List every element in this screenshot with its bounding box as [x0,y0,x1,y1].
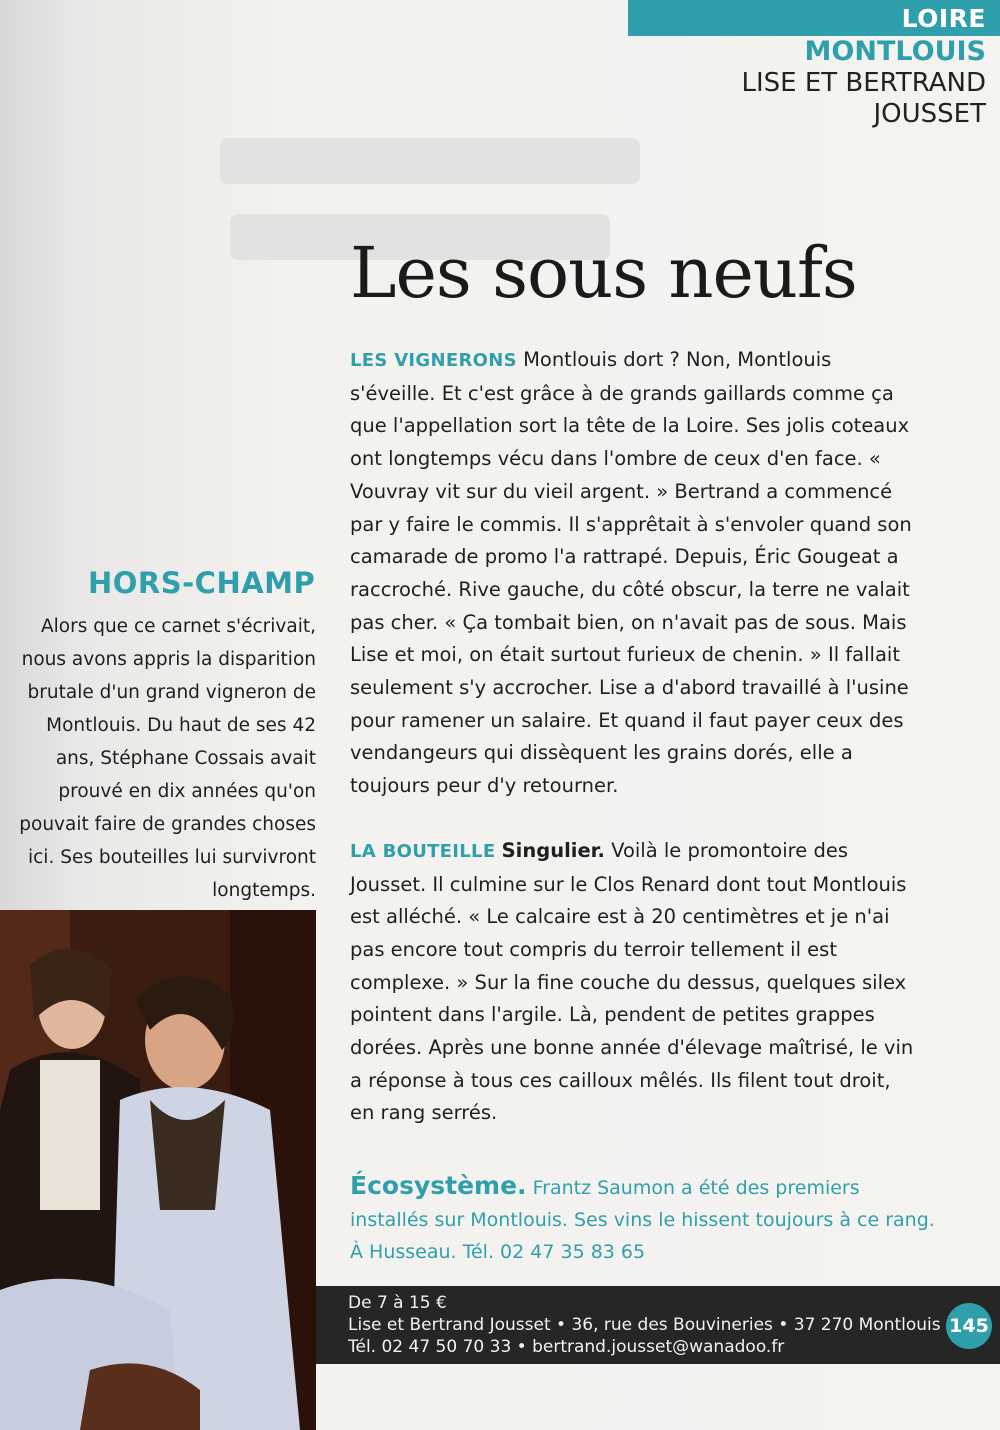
bouteille-text: Voilà le promontoire des Jousset. Il culmine sur le Clos Renard dont tout Montlouis est alléché. « Le calcaire est à 20 centimètres et je n'ai pas encore tout compris du terroir tellement il est complexe. » Sur la fine couche du dessus, quelques silex pointent dans l'argile. Là, pendent de petites grappes dorées. Après une bonne année d'élevage maîtrisé, le vin a réponse à tous ces cailloux mêlés. Ils filent tout droit, en rang serrés. [350,838,914,1125]
producer-address: Lise et Bertrand Jousset • 36, rue des Bouvineries • 37 270 Montlouis [348,1315,941,1335]
vignerons-paragraph [350,344,918,803]
vignerons-text: Montlouis dort ? Non, Montlouis s'éveille. Et c'est grâce à de grands gaillards comme ça que l'appellation sort la tête de la Loire. Ses jolis coteaux ont longtemps vécu dans l'ombre de ceux d'en face. « Vouvray vit sur du vieil argent. » Bertrand a commencé par y faire le commis. Il s'apprêtait à s'envoler quand son camarade de promo l'a rattrapé. Depuis, Éric Gougeat a raccroché. Rive gauche, du côté obscur, la terre ne valait pas cher. « Ça tombait bien, on n'avait pas de sous. Mais Lise et moi, on était surtout furieux de chenin. » Il fallait seulement s'y accrocher. Lise a d'abord travaillé à l'usine pour ramener un salaire. Et quand il faut payer ceux des vendangeurs qui dissèquent les grains dorés, elle a toujours peur d'y retourner. [350,348,912,798]
page-number-badge: 145 [946,1303,992,1349]
region-label: LOIRE [901,4,986,33]
ecosysteme-text: Frantz Saumon a été des premiers installés sur Montlouis. Ses vins le hissent toujours à ce rang. À Husseau. Tél. 02 47 35 83 65 [350,1177,935,1263]
producer-contact: Tél. 02 47 50 70 33 • bertrand.jousset@wanadoo.fr [348,1337,785,1357]
bouteille-label: LA BOUTEILLE [350,840,496,862]
sidebar-text: Alors que ce carnet s'écrivait, nous avons appris la disparition brutale d'un grand vigneron de Montlouis. Du haut de ses 42 ans, Stéphane Cossais avait prouvé en dix années qu'on pouvait faire de grandes choses ici. Ses bouteilles lui survivront longtemps. [19,616,316,901]
info-footer [316,1286,1000,1364]
photo-illustration [0,910,316,1430]
ecosysteme-label: Écosystème. [350,1171,527,1200]
article-body [350,344,918,1130]
appellation-label: MONTLOUIS [804,36,986,67]
ecosysteme-box [350,1170,940,1268]
sidebar-heading: HORS-CHAMP [88,566,316,600]
vintners-photo [0,910,316,1430]
bouteille-lead: Singulier. [501,838,605,862]
bouteille-paragraph [350,835,918,1130]
header-band [628,0,1000,36]
vignerons-label: LES VIGNERONS [350,350,517,371]
article-title: Les sous neufs [350,232,857,314]
price-range: De 7 à 15 € [348,1293,447,1313]
producer-name: LISE ET BERTRAND JOUSSET [741,68,986,129]
